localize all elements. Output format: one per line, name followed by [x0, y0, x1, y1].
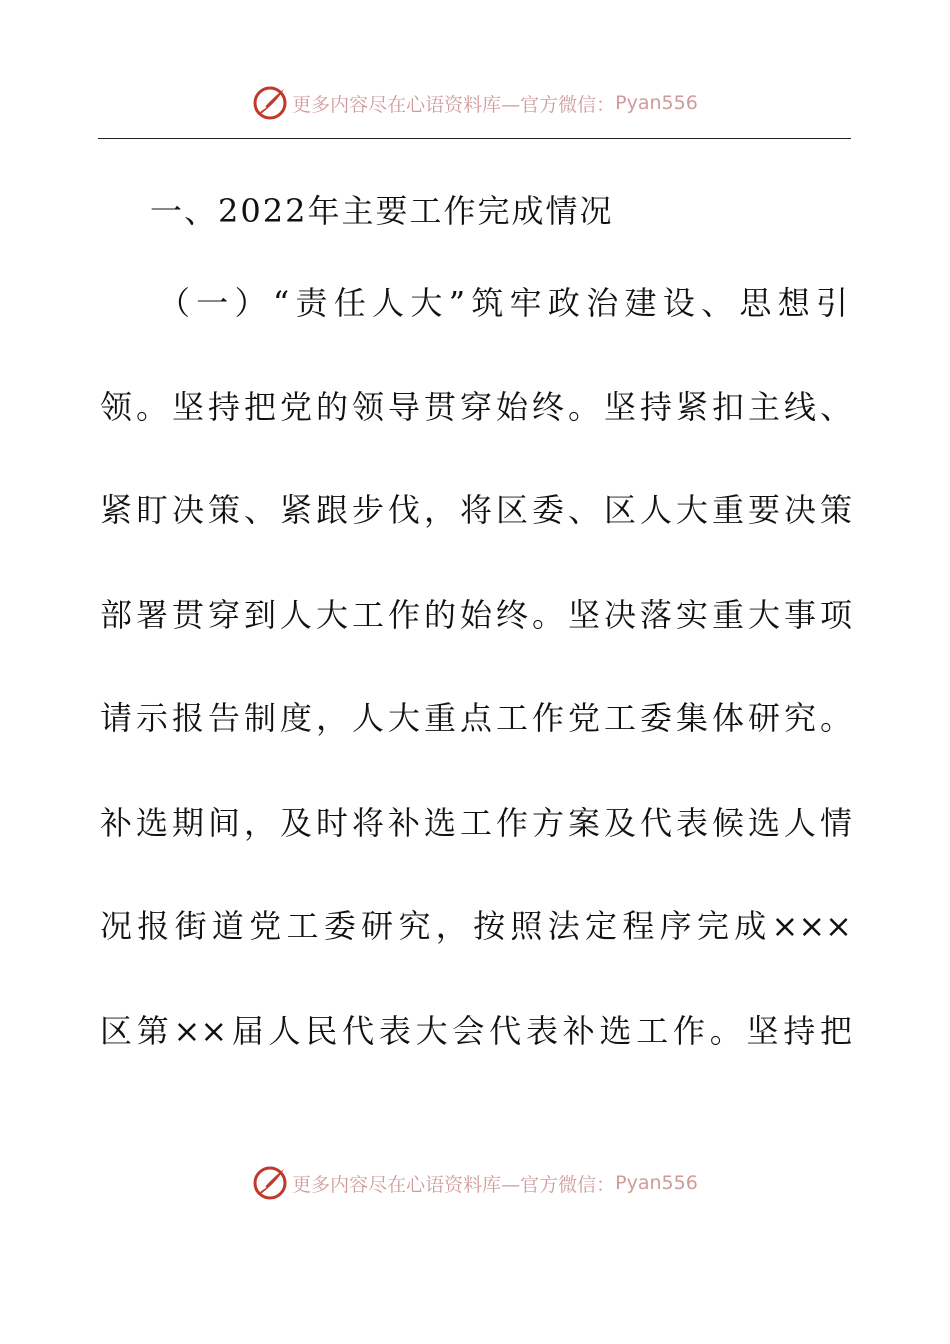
- banner-text: 更多内容尽在心语资料库—官方微信：: [292, 1173, 616, 1196]
- header-banner: [0, 83, 950, 123]
- banner-wechat-id: Pyan556: [615, 1172, 698, 1194]
- paragraph-line: 领。坚持把党的领导贯穿始终。坚持紧扣主线、: [100, 388, 852, 426]
- paragraph-line: 紧盯决策、紧跟步伐，将区委、区人大重要决策: [100, 491, 852, 529]
- quill-logo-icon: [252, 85, 288, 121]
- section-heading: 一、2022年主要工作完成情况: [150, 192, 614, 230]
- paragraph-line: 况报街道党工委研究，按照法定程序完成×××: [100, 907, 852, 945]
- paragraph-line: 请示报告制度，人大重点工作党工委集体研究。: [100, 699, 852, 737]
- paragraph-line: 补选期间，及时将补选工作方案及代表候选人情: [100, 804, 852, 842]
- header-divider: [98, 138, 851, 139]
- footer-banner: [0, 1163, 950, 1203]
- paragraph-line: 区第××届人民代表大会代表补选工作。坚持把: [100, 1012, 852, 1050]
- banner-text: 更多内容尽在心语资料库—官方微信：: [292, 93, 616, 116]
- quill-logo-icon: [252, 1165, 288, 1201]
- banner-wechat-id: Pyan556: [615, 92, 698, 114]
- paragraph-line: 部署贯穿到人大工作的始终。坚决落实重大事项: [100, 596, 852, 634]
- paragraph-line: （一）“责任人大”筑牢政治建设、思想引: [158, 284, 848, 322]
